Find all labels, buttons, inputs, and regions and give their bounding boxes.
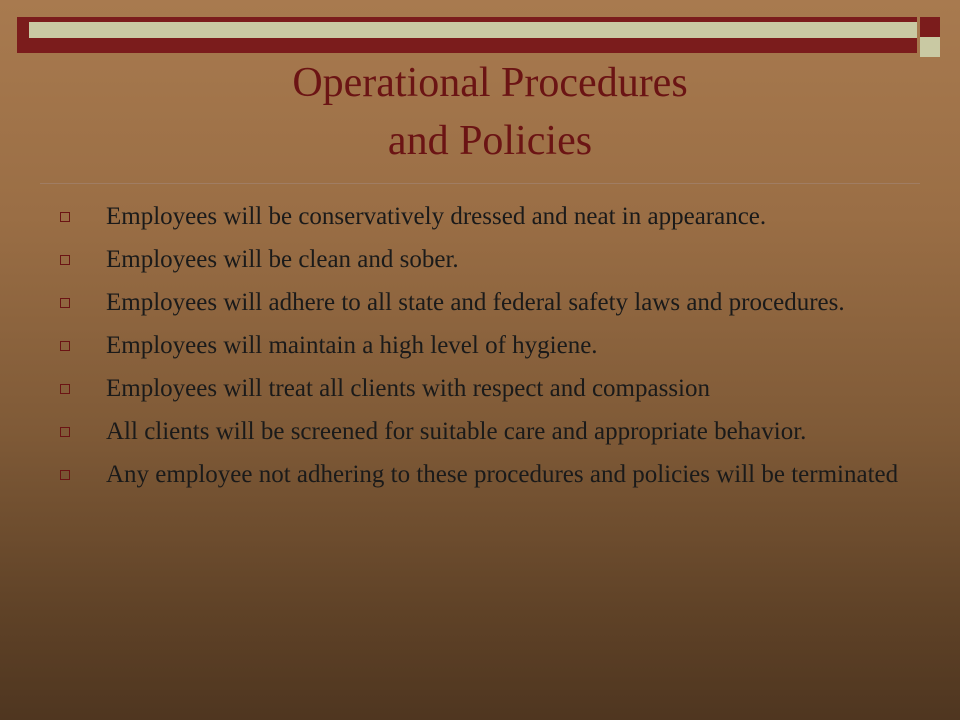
bullet-item [60,286,920,319]
bullet-list [60,200,920,501]
bullet-text: Employees will treat all clients with respect and compassion [106,375,711,402]
square-bullet-icon [60,341,70,351]
bullet-text: Employees will be conservatively dressed and neat in appearance. [106,203,767,230]
square-bullet-icon [60,470,70,480]
top-decoration-inner-bar [29,22,917,38]
title-divider [40,183,920,184]
bullet-text: Employees will be clean and sober. [106,246,459,273]
square-bullet-icon [60,255,70,265]
bullet-text: Employees will maintain a high level of hygiene. [106,332,598,359]
bullet-item [60,329,920,362]
slide-title [60,54,920,170]
bullet-text: All clients will be screened for suitable care and appropriate behavior. [106,418,807,445]
bullet-item [60,415,920,448]
slide-title-line-2: and Policies [387,118,593,164]
bullet-text: Any employee not adhering to these procedures and policies will be terminated [106,461,899,488]
bullet-item [60,458,920,491]
bullet-text: Employees will adhere to all state and federal safety laws and procedures. [106,289,845,316]
bullet-item [60,200,920,233]
square-bullet-icon [60,427,70,437]
square-bullet-icon [60,384,70,394]
bullet-item [60,243,920,276]
bullet-item [60,372,920,405]
corner-decoration-red [920,17,940,37]
square-bullet-icon [60,298,70,308]
slide-title-line-1: Operational Procedures [292,60,688,106]
corner-decoration-olive [920,37,940,57]
square-bullet-icon [60,212,70,222]
